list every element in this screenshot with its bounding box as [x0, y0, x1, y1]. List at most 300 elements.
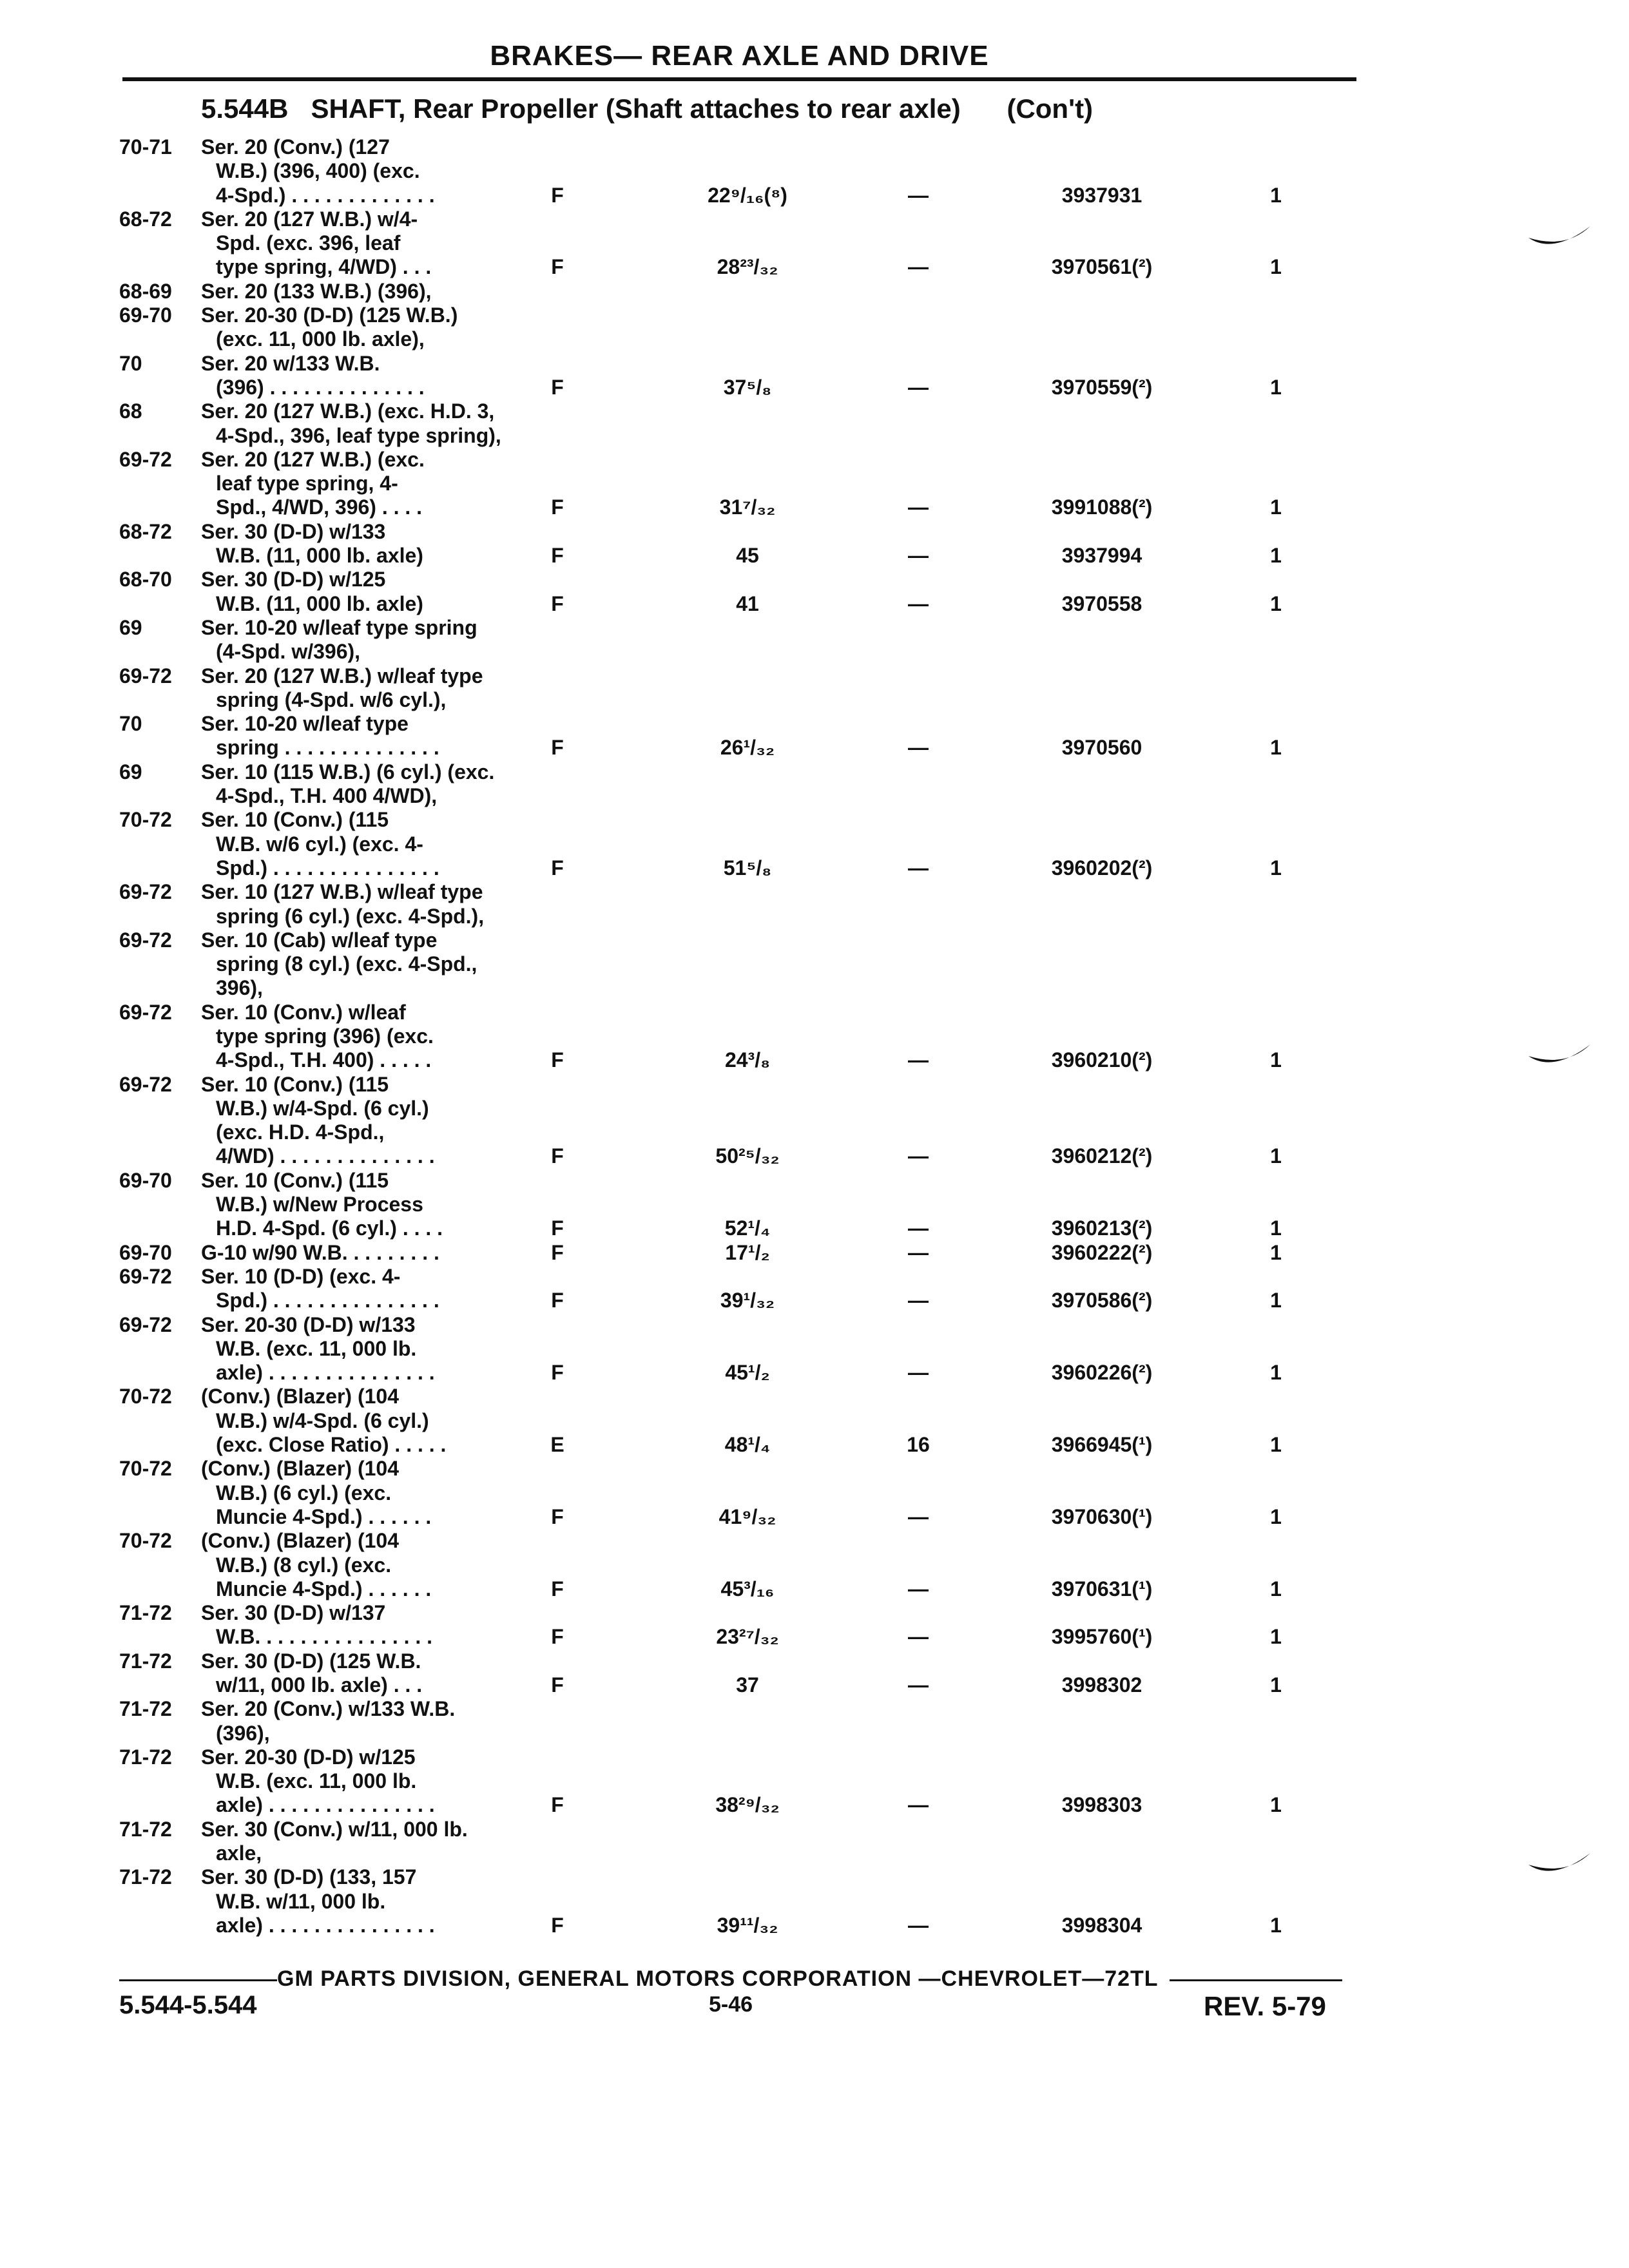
entry-line	[0, 1289, 1629, 1312]
parts-entry	[0, 1697, 1629, 1745]
quantity: 1	[1270, 255, 1282, 279]
part-number: 3960202(²)	[1051, 856, 1153, 879]
parts-list	[0, 135, 1629, 1937]
quantity: 1	[1270, 1913, 1282, 1937]
source-code: F	[551, 1577, 564, 1600]
shaft-length: 45	[736, 544, 759, 568]
part-number: 3998302	[1061, 1673, 1142, 1696]
part-number: 3937994	[1061, 544, 1142, 568]
parts-entry	[0, 1385, 1629, 1457]
parts-entry	[0, 399, 1629, 448]
footer-group-range: 5.544-5.544	[119, 1991, 257, 2019]
source-code: F	[551, 736, 564, 760]
model-years: 71-72	[119, 1649, 172, 1673]
group-ref: —	[908, 544, 929, 568]
entry-line	[0, 495, 1629, 519]
model-years: 69-72	[119, 1312, 172, 1336]
quantity: 1	[1270, 591, 1282, 615]
entry-line	[0, 303, 1629, 327]
model-years: 71-72	[119, 1601, 172, 1625]
parts-entry	[0, 280, 1629, 303]
shaft-length: 26¹/₃₂	[720, 736, 775, 760]
entry-line	[0, 1890, 1629, 1914]
entry-line	[0, 1722, 1629, 1745]
model-years: 71-72	[119, 1865, 172, 1889]
shaft-length: 50²⁵/₃₂	[715, 1144, 780, 1168]
description-line: Ser. 20 (127 W.B.) w/4-	[201, 207, 418, 231]
model-years: 68	[119, 399, 142, 423]
quantity: 1	[1270, 1625, 1282, 1649]
description-line: axle) . . . . . . . . . . . . . . .	[216, 1913, 435, 1937]
parts-entry	[0, 880, 1629, 928]
entry-line	[0, 472, 1629, 495]
description-line: axle,	[216, 1841, 262, 1865]
entry-line	[0, 1193, 1629, 1216]
part-number: 3970560	[1061, 736, 1142, 760]
model-years: 69-70	[119, 303, 172, 327]
source-code: F	[551, 1240, 564, 1264]
entry-line	[0, 616, 1629, 640]
model-years: 70-72	[119, 1457, 172, 1481]
entry-line	[0, 1169, 1629, 1193]
parts-entry	[0, 1601, 1629, 1649]
entry-line	[0, 207, 1629, 231]
part-number: 3970559(²)	[1051, 375, 1153, 399]
entry-line	[0, 1361, 1629, 1385]
description-line: Ser. 10 (D-D) (exc. 4-	[201, 1264, 401, 1288]
shaft-length: 51⁵/₈	[723, 856, 772, 879]
description-line: 396),	[216, 976, 263, 1000]
model-years: 68-72	[119, 207, 172, 231]
entry-line	[0, 760, 1629, 784]
source-code: F	[551, 1144, 564, 1168]
entry-line	[0, 832, 1629, 856]
description-line: w/11, 000 lb. axle) . . .	[216, 1673, 423, 1696]
description-line: 4-Spd., T.H. 400 4/WD),	[216, 784, 438, 808]
description-line: (Conv.) (Blazer) (104	[201, 1529, 400, 1553]
group-ref: —	[908, 1048, 929, 1072]
entry-line	[0, 399, 1629, 423]
model-years: 69-72	[119, 1264, 172, 1288]
model-years: 70-72	[119, 1529, 172, 1553]
entry-line	[0, 880, 1629, 904]
description-line: 4-Spd.) . . . . . . . . . . . . .	[216, 183, 435, 207]
parts-entry	[0, 928, 1629, 1001]
entry-line	[0, 352, 1629, 376]
group-ref: —	[908, 1793, 929, 1817]
entry-line	[0, 424, 1629, 448]
entry-line	[0, 1841, 1629, 1865]
header-rule	[122, 77, 1356, 81]
entry-line	[0, 664, 1629, 688]
description-line: W.B. w/11, 000 lb.	[216, 1889, 386, 1913]
description-line: Ser. 30 (D-D) w/133	[201, 519, 386, 543]
group-ref: —	[908, 1361, 929, 1385]
parts-entry	[0, 135, 1629, 207]
description-line: type spring (396) (exc.	[216, 1024, 434, 1048]
entry-line	[0, 159, 1629, 183]
entry-line	[0, 905, 1629, 928]
group-ref: —	[908, 1577, 929, 1600]
source-code: F	[551, 856, 564, 879]
shaft-length: 41⁹/₃₂	[718, 1504, 776, 1528]
entry-line	[0, 1457, 1629, 1481]
parts-entry	[0, 1745, 1629, 1818]
entry-line	[0, 1001, 1629, 1024]
model-years: 70-72	[119, 808, 172, 832]
source-code: F	[551, 1289, 564, 1312]
description-line: G-10 w/90 W.B. . . . . . . . .	[201, 1240, 439, 1264]
part-number: 3970630(¹)	[1051, 1504, 1153, 1528]
part-number: 3937931	[1061, 183, 1142, 207]
description-line: axle) . . . . . . . . . . . . . . .	[216, 1793, 435, 1817]
part-number: 3970561(²)	[1051, 255, 1153, 279]
entry-line	[0, 856, 1629, 880]
quantity: 1	[1270, 1144, 1282, 1168]
parts-entry	[0, 1313, 1629, 1385]
description-line: leaf type spring, 4-	[216, 472, 398, 495]
entry-line	[0, 231, 1629, 255]
parts-entry	[0, 1073, 1629, 1169]
group-ref: —	[908, 1289, 929, 1312]
model-years: 71-72	[119, 1697, 172, 1721]
description-line: Ser. 20-30 (D-D) w/125	[201, 1745, 416, 1769]
parts-entry	[0, 1241, 1629, 1265]
shaft-length: 28²³/₃₂	[717, 255, 778, 279]
footer-page-number: 5-46	[709, 1992, 753, 2017]
entry-line	[0, 1433, 1629, 1457]
parts-entry	[0, 520, 1629, 568]
entry-line	[0, 1385, 1629, 1408]
parts-entry	[0, 568, 1629, 616]
entry-line	[0, 1553, 1629, 1577]
model-years: 70-72	[119, 1385, 172, 1408]
description-line: Ser. 10-20 w/leaf type spring	[201, 615, 477, 639]
description-line: Ser. 20-30 (D-D) w/133	[201, 1312, 416, 1336]
quantity: 1	[1270, 375, 1282, 399]
description-line: spring (6 cyl.) (exc. 4-Spd.),	[216, 904, 485, 928]
group-ref: 16	[907, 1433, 930, 1457]
entry-line	[0, 255, 1629, 279]
part-number: 3960213(²)	[1051, 1216, 1153, 1240]
description-line: Ser. 20 (Conv.) w/133 W.B.	[201, 1697, 456, 1721]
section-title: SHAFT, Rear Propeller (Shaft attaches to rear axle)	[311, 93, 961, 124]
description-line: type spring, 4/WD) . . .	[216, 255, 432, 279]
parts-entry	[0, 1457, 1629, 1529]
description-line: 4-Spd., 396, leaf type spring),	[216, 423, 501, 447]
group-ref: —	[908, 1216, 929, 1240]
model-years: 68-72	[119, 519, 172, 543]
shaft-length: 37	[736, 1673, 759, 1696]
entry-line	[0, 1144, 1629, 1168]
part-number: 3960210(²)	[1051, 1048, 1153, 1072]
description-line: W.B.) (6 cyl.) (exc.	[216, 1481, 392, 1504]
entry-line	[0, 1818, 1629, 1841]
footer-rule-right	[1170, 1979, 1342, 1981]
part-number: 3960226(²)	[1051, 1361, 1153, 1385]
source-code: F	[551, 1361, 564, 1385]
quantity: 1	[1270, 1048, 1282, 1072]
description-line: Muncie 4-Spd.) . . . . . .	[216, 1577, 432, 1600]
description-line: (Conv.) (Blazer) (104	[201, 1457, 400, 1481]
description-line: W.B. w/6 cyl.) (exc. 4-	[216, 832, 423, 856]
entry-line	[0, 1241, 1629, 1265]
entry-line	[0, 1769, 1629, 1793]
quantity: 1	[1270, 1216, 1282, 1240]
description-line: (exc. H.D. 4-Spd.,	[216, 1120, 385, 1144]
entry-line	[0, 1481, 1629, 1505]
model-years: 69-72	[119, 928, 172, 952]
description-line: Ser. 30 (D-D) (133, 157	[201, 1865, 417, 1889]
description-line: spring (8 cyl.) (exc. 4-Spd.,	[216, 952, 477, 976]
entry-line	[0, 1697, 1629, 1721]
part-number: 3970631(¹)	[1051, 1577, 1153, 1600]
parts-entry	[0, 1818, 1629, 1866]
shaft-length: 31⁷/₃₂	[719, 495, 776, 519]
entry-line	[0, 1024, 1629, 1048]
description-line: Spd.) . . . . . . . . . . . . . . .	[216, 856, 439, 879]
description-line: (exc. 11, 000 lb. axle),	[216, 327, 425, 351]
group-ref: —	[908, 375, 929, 399]
description-line: Ser. 20 (127 W.B.) (exc.	[201, 447, 425, 471]
entry-line	[0, 928, 1629, 952]
section-number: 5.544B	[201, 93, 289, 124]
parts-entry	[0, 1865, 1629, 1937]
description-line: Ser. 10-20 w/leaf type	[201, 712, 409, 736]
footer-rule-left	[119, 1979, 277, 1981]
source-code: F	[551, 1048, 564, 1072]
part-number: 3991088(²)	[1051, 495, 1153, 519]
shaft-length: 17¹/₂	[725, 1240, 770, 1264]
footer-revision: REV. 5-79	[1204, 1991, 1326, 2021]
entry-line	[0, 1601, 1629, 1625]
quantity: 1	[1270, 1240, 1282, 1264]
description-line: Ser. 20 (Conv.) (127	[201, 135, 390, 159]
entry-line	[0, 1120, 1629, 1144]
model-years: 69-72	[119, 664, 172, 687]
entry-line	[0, 688, 1629, 712]
entry-line	[0, 1625, 1629, 1649]
entry-line	[0, 1745, 1629, 1769]
entry-line	[0, 976, 1629, 1000]
part-number: 3998304	[1061, 1913, 1142, 1937]
model-years: 69-72	[119, 1000, 172, 1024]
parts-entry	[0, 1265, 1629, 1313]
quantity: 1	[1270, 1361, 1282, 1385]
group-ref: —	[908, 591, 929, 615]
entry-line	[0, 784, 1629, 808]
group-ref: —	[908, 1673, 929, 1696]
model-years: 68-70	[119, 568, 172, 591]
quantity: 1	[1270, 736, 1282, 760]
description-line: W.B. (exc. 11, 000 lb.	[216, 1336, 417, 1360]
description-line: W.B.) w/New Process	[216, 1193, 423, 1216]
description-line: (396) . . . . . . . . . . . . . .	[216, 375, 425, 399]
model-years: 68-69	[119, 279, 172, 303]
description-line: H.D. 4-Spd. (6 cyl.) . . . .	[216, 1216, 443, 1240]
quantity: 1	[1270, 1289, 1282, 1312]
shaft-length: 45³/₁₆	[720, 1577, 775, 1600]
section-heading	[201, 93, 1093, 124]
group-ref: —	[908, 1144, 929, 1168]
description-line: Muncie 4-Spd.) . . . . . .	[216, 1504, 432, 1528]
description-line: W.B. (exc. 11, 000 lb.	[216, 1769, 417, 1793]
part-number: 3995760(¹)	[1051, 1625, 1153, 1649]
quantity: 1	[1270, 1504, 1282, 1528]
description-line: W.B. (11, 000 lb. axle)	[216, 544, 423, 568]
part-number: 3970558	[1061, 591, 1142, 615]
description-line: Ser. 10 (115 W.B.) (6 cyl.) (exc.	[201, 760, 495, 783]
entry-line	[0, 1337, 1629, 1361]
model-years: 71-72	[119, 1745, 172, 1769]
description-line: Ser. 10 (Cab) w/leaf type	[201, 928, 438, 952]
shaft-length: 38²⁹/₃₂	[715, 1793, 780, 1817]
description-line: Ser. 20-30 (D-D) (125 W.B.)	[201, 303, 458, 327]
shaft-length: 23²⁷/₃₂	[716, 1625, 779, 1649]
parts-entry	[0, 207, 1629, 280]
group-ref: —	[908, 856, 929, 879]
source-code: F	[551, 1913, 564, 1937]
shaft-length: 39¹/₃₂	[720, 1289, 775, 1312]
shaft-length: 39¹¹/₃₂	[717, 1913, 778, 1937]
description-line: 4/WD) . . . . . . . . . . . . . .	[216, 1144, 435, 1168]
entry-line	[0, 1265, 1629, 1289]
source-code: F	[551, 1504, 564, 1528]
description-line: Ser. 30 (D-D) (125 W.B.	[201, 1649, 421, 1673]
description-line: Ser. 30 (Conv.) w/11, 000 lb.	[201, 1817, 468, 1841]
entry-line	[0, 1048, 1629, 1072]
description-line: Ser. 10 (Conv.) (115	[201, 808, 389, 832]
entry-line	[0, 448, 1629, 472]
description-line: Ser. 10 (127 W.B.) w/leaf type	[201, 880, 483, 904]
entry-line	[0, 184, 1629, 207]
description-line: Ser. 10 (Conv.) w/leaf	[201, 1000, 406, 1024]
description-line: Spd.) . . . . . . . . . . . . . . .	[216, 1289, 439, 1312]
footer-division: GM PARTS DIVISION, GENERAL MOTORS CORPORATION —CHEVROLET—72TL	[277, 1966, 1159, 1991]
description-line: spring . . . . . . . . . . . . . .	[216, 736, 439, 760]
description-line: axle) . . . . . . . . . . . . . . .	[216, 1361, 435, 1385]
quantity: 1	[1270, 544, 1282, 568]
parts-entry	[0, 1169, 1629, 1241]
model-years: 70	[119, 351, 142, 375]
description-line: Ser. 30 (D-D) w/125	[201, 568, 386, 591]
shaft-length: 24³/₈	[724, 1048, 771, 1072]
quantity: 1	[1270, 1793, 1282, 1817]
description-line: Ser. 10 (Conv.) (115	[201, 1072, 389, 1096]
parts-entry	[0, 1001, 1629, 1073]
model-years: 69-70	[119, 1240, 172, 1264]
source-code: F	[551, 375, 564, 399]
quantity: 1	[1270, 495, 1282, 519]
quantity: 1	[1270, 183, 1282, 207]
entry-line	[0, 520, 1629, 544]
entry-line	[0, 1673, 1629, 1697]
description-line: (396),	[216, 1721, 270, 1745]
description-line: W.B.) (396, 400) (exc.	[216, 159, 420, 183]
shaft-length: 41	[736, 591, 759, 615]
page-header: BRAKES— REAR AXLE AND DRIVE	[490, 40, 989, 72]
description-line: W.B.) (8 cyl.) (exc.	[216, 1553, 392, 1577]
description-line: (4-Spd. w/396),	[216, 640, 361, 664]
entry-line	[0, 135, 1629, 159]
quantity: 1	[1270, 1577, 1282, 1600]
parts-entry	[0, 712, 1629, 760]
parts-entry	[0, 303, 1629, 352]
entry-line	[0, 1409, 1629, 1433]
source-code: F	[551, 591, 564, 615]
source-code: F	[551, 1216, 564, 1240]
entry-line	[0, 1097, 1629, 1120]
shaft-length: 52¹/₄	[724, 1216, 771, 1240]
parts-entry	[0, 664, 1629, 713]
source-code: F	[551, 1673, 564, 1696]
source-code: E	[550, 1433, 564, 1457]
entry-line	[0, 280, 1629, 303]
entry-line	[0, 808, 1629, 832]
entry-line	[0, 712, 1629, 736]
shaft-length: 37⁵/₈	[723, 375, 772, 399]
model-years: 69-72	[119, 447, 172, 471]
description-line: 4-Spd., T.H. 400) . . . . .	[216, 1048, 432, 1072]
parts-entry	[0, 352, 1629, 400]
model-years: 69-70	[119, 1168, 172, 1192]
entry-line	[0, 1793, 1629, 1817]
parts-entry	[0, 760, 1629, 809]
part-number: 3960212(²)	[1051, 1144, 1153, 1168]
description-line: W.B. . . . . . . . . . . . . . . .	[216, 1625, 433, 1649]
parts-entry	[0, 1649, 1629, 1698]
entry-line	[0, 1914, 1629, 1937]
description-line: Ser. 20 w/133 W.B.	[201, 351, 380, 375]
part-number: 3966945(¹)	[1051, 1433, 1153, 1457]
model-years: 70	[119, 712, 142, 736]
shaft-length: 22⁹/₁₆(⁸)	[708, 183, 787, 207]
entry-line	[0, 1865, 1629, 1889]
quantity: 1	[1270, 856, 1282, 879]
description-line: Ser. 20 (127 W.B.) (exc. H.D. 3,	[201, 399, 495, 423]
group-ref: —	[908, 1913, 929, 1937]
model-years: 69-72	[119, 1072, 172, 1096]
description-line: Ser. 30 (D-D) w/137	[201, 1601, 386, 1625]
model-years: 69	[119, 760, 142, 783]
description-line: spring (4-Spd. w/6 cyl.),	[216, 687, 447, 711]
entry-line	[0, 640, 1629, 664]
description-line: Ser. 10 (Conv.) (115	[201, 1168, 389, 1192]
description-line: W.B. (11, 000 lb. axle)	[216, 591, 423, 615]
part-number: 3970586(²)	[1051, 1289, 1153, 1312]
entry-line	[0, 1577, 1629, 1601]
description-line: W.B.) w/4-Spd. (6 cyl.)	[216, 1096, 429, 1120]
source-code: F	[551, 495, 564, 519]
model-years: 70-71	[119, 135, 172, 159]
entry-line	[0, 544, 1629, 568]
description-line: W.B.) w/4-Spd. (6 cyl.)	[216, 1408, 429, 1432]
quantity: 1	[1270, 1433, 1282, 1457]
part-number: 3998303	[1061, 1793, 1142, 1817]
group-ref: —	[908, 1240, 929, 1264]
description-line: Spd. (exc. 396, leaf	[216, 231, 401, 255]
entry-line	[0, 1216, 1629, 1240]
source-code: F	[551, 544, 564, 568]
entry-line	[0, 592, 1629, 616]
source-code: F	[551, 183, 564, 207]
parts-entry	[0, 1529, 1629, 1601]
description-line: (exc. Close Ratio) . . . . .	[216, 1433, 447, 1457]
group-ref: —	[908, 495, 929, 519]
entry-line	[0, 1073, 1629, 1097]
shaft-length: 45¹/₂	[725, 1361, 770, 1385]
source-code: F	[551, 255, 564, 279]
